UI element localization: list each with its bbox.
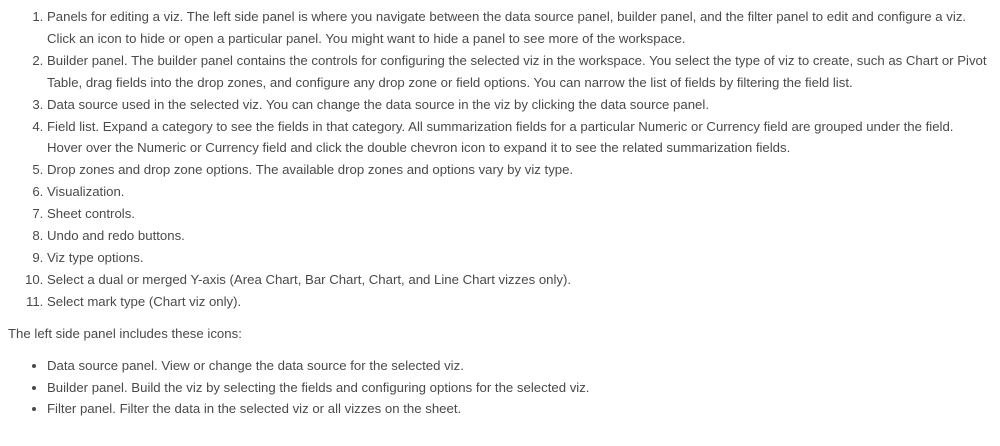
list-item: 11. Select mark type (Chart viz only).: [47, 291, 992, 313]
bullet-list: [8, 355, 992, 421]
list-item: 9. Viz type options.: [47, 247, 992, 269]
bullet-item: • Filter panel. Filter the data in the selected viz or all vizzes on the sheet.: [47, 398, 992, 420]
bullet-item: • Data source panel. View or change the data source for the selected viz.: [47, 355, 992, 377]
list-item: 8. Undo and redo buttons.: [47, 225, 992, 247]
list-item: 10. Select a dual or merged Y-axis (Area Chart, Bar Chart, Chart, and Line Chart vizzes only).: [47, 269, 992, 291]
list-item: 2. Builder panel. The builder panel contains the controls for configuring the selected viz in the workspace. You select the type of viz to create, such as Chart or Pivot Table, drag fields into the drop zones, and configure any drop zone or field options. You can narrow the list of fields by filtering the field list.: [47, 50, 992, 94]
list-item: 6. Visualization.: [47, 181, 992, 203]
list-item: 5. Drop zones and drop zone options. The available drop zones and options vary by viz type.: [47, 159, 992, 181]
bullet-item: • Builder panel. Build the viz by selecting the fields and configuring options for the selected viz.: [47, 377, 992, 399]
list-item: 3. Data source used in the selected viz. You can change the data source in the viz by clicking the data source panel.: [47, 94, 992, 116]
numbered-list: [8, 6, 992, 313]
list-item: 7. Sheet controls.: [47, 203, 992, 225]
intro-paragraph: The left side panel includes these icons:: [8, 325, 242, 341]
list-item: 1. Panels for editing a viz. The left side panel is where you navigate between the data source panel, builder panel, and the filter panel to edit and configure a viz. Click an icon to hide or open a particular panel. You might want to hide a panel to see more of the workspace.: [47, 6, 992, 50]
list-item: 4. Field list. Expand a category to see the fields in that category. All summarization fields for a particular Numeric or Currency field are grouped under the field. Hover over the Numeric or Currency field and click the double chevron icon to expand it to see the related summarization fields.: [47, 116, 992, 160]
